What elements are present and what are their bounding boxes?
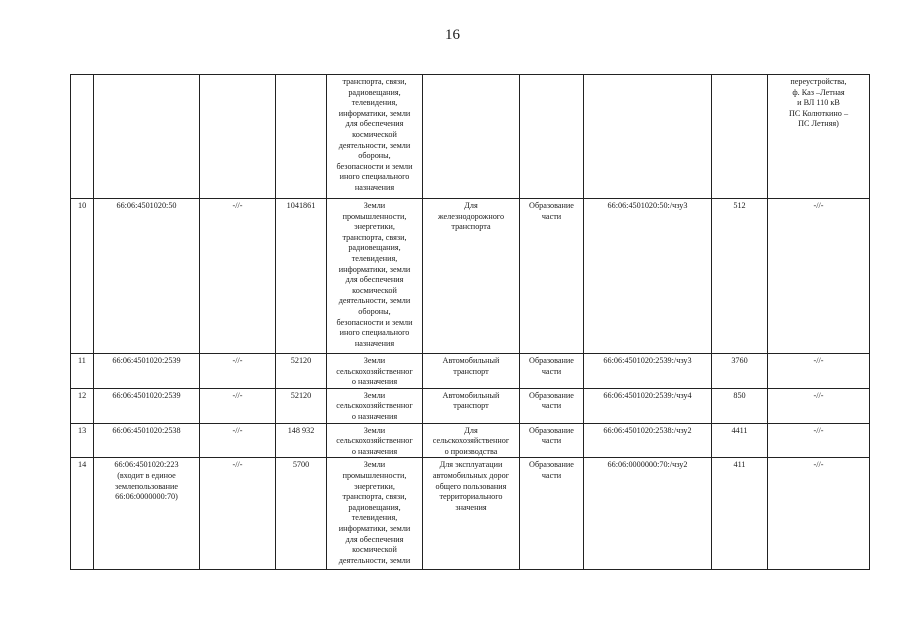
note-cell — [768, 423, 870, 458]
note-text: переустройства, ф. Каз –Летная и ВЛ 110 кВ ПС Колюткино – ПС Летняя) — [788, 77, 849, 129]
part-area-cell — [712, 75, 768, 199]
part-area-cell — [712, 388, 768, 423]
purpose-cell — [520, 458, 584, 570]
purpose-cell — [520, 388, 584, 423]
area-text: 52120 — [290, 390, 312, 400]
land-category-text: транспорта, связи, радиовещания, телевидения, информатики, земли для обеспечения космической деятельности, земли обороны, безопасности и земли иного специального назначения — [336, 77, 413, 192]
permitted-use-cell — [423, 75, 520, 199]
area-text: 52120 — [290, 356, 312, 365]
purpose-cell — [520, 423, 584, 458]
page-number: 16 — [445, 27, 460, 43]
part-area-text: 850 — [733, 390, 746, 400]
land-category-text: Земли сельскохозяйственног о назначения — [336, 356, 413, 387]
part-number-cell — [584, 75, 712, 199]
purpose-text: Образование части — [529, 425, 574, 446]
rights-mark-text: -//- — [232, 460, 243, 470]
part-number-text: 66:06:4501020:50:/чзу3 — [607, 201, 688, 210]
cadastral-number-text: 66:06:4501020:2539 — [112, 390, 181, 400]
purpose-text: Образование части — [529, 201, 574, 221]
note-cell — [768, 388, 870, 423]
permitted-use-cell — [423, 458, 520, 570]
permitted-use-cell — [423, 354, 520, 389]
part-area-cell — [712, 354, 768, 389]
purpose-cell — [520, 199, 584, 354]
land-category-cell — [327, 75, 423, 199]
table-row — [71, 458, 870, 570]
cadastral-number-cell — [94, 75, 200, 199]
area-cell — [276, 423, 327, 458]
land-category-cell — [327, 423, 423, 458]
land-category-cell — [327, 388, 423, 423]
part-number-cell — [584, 423, 712, 458]
cadastral-number-text: 66:06:4501020:223 (входит в единое землепользование 66:06:0000000:70) — [114, 460, 179, 502]
rights-mark-cell — [200, 75, 276, 199]
area-cell — [276, 388, 327, 423]
note-text: -//- — [813, 425, 824, 435]
purpose-cell — [520, 354, 584, 389]
part-area-text: 3760 — [731, 356, 748, 365]
cadastral-number-cell — [94, 458, 200, 570]
row-number-text: 12 — [78, 390, 87, 400]
row-number-cell — [71, 75, 94, 199]
part-number-cell — [584, 199, 712, 354]
part-number-cell — [584, 354, 712, 389]
part-area-cell — [712, 423, 768, 458]
permitted-use-text: Автомобильный транспорт — [442, 390, 500, 411]
land-plots-table — [70, 74, 870, 570]
permitted-use-cell — [423, 388, 520, 423]
table-row — [71, 199, 870, 354]
land-category-cell — [327, 458, 423, 570]
note-cell — [768, 75, 870, 199]
area-cell — [276, 354, 327, 389]
part-area-text: 411 — [733, 460, 746, 470]
cadastral-number-text: 66:06:4501020:2539 — [112, 356, 181, 365]
cadastral-number-text: 66:06:4501020:50 — [116, 201, 177, 210]
rights-mark-text: -//- — [232, 425, 243, 435]
area-text: 5700 — [292, 460, 310, 470]
row-number-text: 13 — [78, 425, 87, 435]
row-number-cell — [71, 199, 94, 354]
note-text: -//- — [813, 356, 824, 365]
permitted-use-cell — [423, 423, 520, 458]
area-cell — [276, 199, 327, 354]
rights-mark-cell — [200, 388, 276, 423]
rights-mark-cell — [200, 199, 276, 354]
area-cell — [276, 458, 327, 570]
land-category-text: Земли промышленности, энергетики, транспорта, связи, радиовещания, телевидения, информатики, земли для обеспечения космической деятельности, земли — [338, 460, 411, 565]
row-number-text: 11 — [78, 356, 86, 365]
rights-mark-cell — [200, 423, 276, 458]
area-text: 148 932 — [287, 425, 315, 435]
land-category-cell — [327, 354, 423, 389]
rights-mark-text: -//- — [232, 356, 243, 365]
rights-mark-cell — [200, 458, 276, 570]
permitted-use-text: Для железнодорожного транспорта — [437, 201, 505, 232]
part-number-text: 66:06:4501020:2538:/чзу2 — [603, 425, 692, 435]
part-area-cell — [712, 199, 768, 354]
purpose-text: Образование части — [529, 390, 574, 411]
permitted-use-text: Для эксплуатации автомобильных дорог общего пользования территориального значения — [432, 460, 510, 512]
cadastral-number-cell — [94, 423, 200, 458]
table-row — [71, 423, 870, 458]
table-row — [71, 354, 870, 389]
rights-mark-text: -//- — [232, 201, 243, 210]
note-cell — [768, 199, 870, 354]
part-number-text: 66:06:4501020:2539:/чзу3 — [603, 356, 692, 365]
permitted-use-text: Для сельскохозяйственног о производства — [432, 425, 510, 456]
permitted-use-cell — [423, 199, 520, 354]
cadastral-number-cell — [94, 354, 200, 389]
part-number-cell — [584, 458, 712, 570]
table-body — [71, 75, 870, 570]
land-category-text: Земли промышленности, энергетики, транспорта, связи, радиовещания, телевидения, информатики, земли для обеспечения космической деятельности, земли обороны, безопасности и земли иного специального назначения — [336, 201, 413, 348]
part-area-text: 512 — [733, 201, 746, 210]
cadastral-number-text: 66:06:4501020:2538 — [112, 425, 181, 435]
row-number-text: 10 — [78, 201, 87, 210]
cadastral-number-cell — [94, 199, 200, 354]
area-text: 1041861 — [286, 201, 316, 210]
part-number-cell — [584, 388, 712, 423]
purpose-cell — [520, 75, 584, 199]
area-cell — [276, 75, 327, 199]
note-text: -//- — [813, 460, 824, 470]
rights-mark-cell — [200, 354, 276, 389]
row-number-cell — [71, 388, 94, 423]
land-category-text: Земли сельскохозяйственног о назначения — [336, 390, 413, 421]
row-number-cell — [71, 354, 94, 389]
table-row — [71, 388, 870, 423]
table-row — [71, 75, 870, 199]
note-cell — [768, 354, 870, 389]
permitted-use-text: Автомобильный транспорт — [442, 356, 500, 376]
land-category-cell — [327, 199, 423, 354]
rights-mark-text: -//- — [232, 390, 243, 400]
part-area-text: 4411 — [731, 425, 748, 435]
cadastral-number-cell — [94, 388, 200, 423]
purpose-text: Образование части — [529, 356, 574, 376]
note-cell — [768, 458, 870, 570]
part-number-text: 66:06:4501020:2539:/чзу4 — [603, 390, 692, 400]
row-number-cell — [71, 458, 94, 570]
purpose-text: Образование части — [529, 460, 574, 480]
part-number-text: 66:06:0000000:70:/чзу2 — [607, 460, 688, 470]
row-number-text: 14 — [78, 460, 87, 470]
note-text: -//- — [813, 390, 824, 400]
land-category-text: Земли сельскохозяйственног о назначения — [336, 425, 413, 456]
row-number-cell — [71, 423, 94, 458]
note-text: -//- — [813, 201, 824, 210]
part-area-cell — [712, 458, 768, 570]
